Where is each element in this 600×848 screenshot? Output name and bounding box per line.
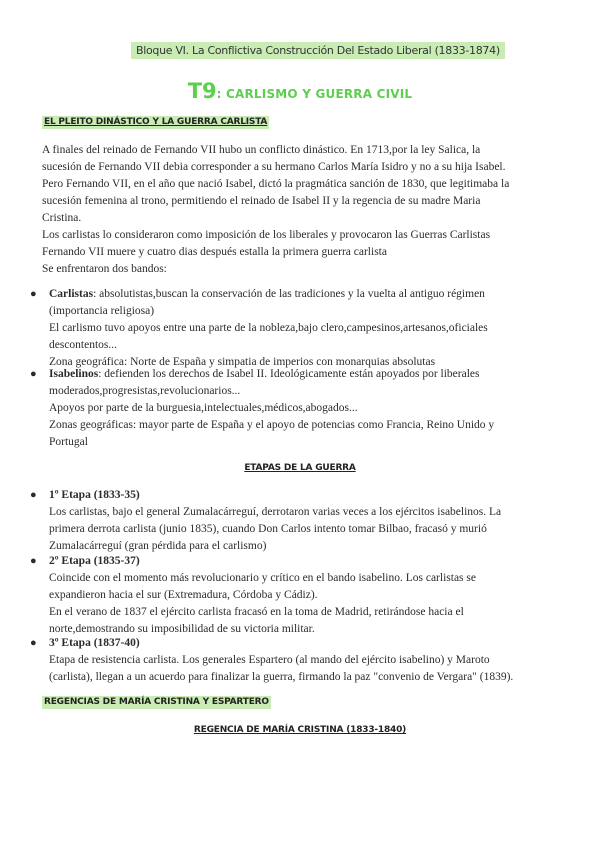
etapa-line: Los carlistas, bajo el general Zumalacárreguí, derrotaron varias veces a los ejércitos isabelinos. La bbox=[49, 506, 502, 518]
intro-line: Los carlistas lo consideraron como imposición de los liberales y provocaron las Guerras Carlistas bbox=[42, 229, 491, 241]
bando-line: El carlismo tuvo apoyos entre una parte de la nobleza,bajo clero,campesinos,artesanos,oficiales bbox=[49, 322, 488, 334]
bando-line: moderados,progresistas,revolucionarios... bbox=[49, 385, 241, 397]
intro-line: A finales del reinado de Fernando VII hubo un conflicto dinástico. En 1713,por la ley Salica, la bbox=[42, 144, 481, 156]
bando-line: Zonas geográficas: mayor parte de España y el apoyo de potencias como Francia, Reino Unido y bbox=[49, 419, 495, 431]
bando-line: : defienden los derechos de Isabel II. Ideológicamente están apoyados por liberales bbox=[98, 368, 480, 380]
document-title bbox=[0, 78, 600, 107]
block-banner: Bloque VI. La Conflictiva Construcción Del Estado Liberal (1833-1874) bbox=[131, 42, 505, 59]
etapas-heading-text: ETAPAS DE LA GUERRA bbox=[244, 463, 356, 473]
bando-name: Isabelinos bbox=[49, 368, 99, 380]
etapa-name: 2º Etapa (1835-37) bbox=[49, 555, 140, 567]
regencia-heading-text: REGENCIA DE MARÍA CRISTINA (1833-1840) bbox=[193, 725, 407, 735]
intro-line: Se enfrentaron dos bandos: bbox=[42, 263, 167, 275]
intro-line: Pero Fernando VII, en el año que nació Isabel, dictó la pragmática sanción de 1830, que legitimaba la bbox=[42, 178, 510, 190]
intro-line: sucesión de Fernando VII debia corresponder a su hermano Carlos María Isidro y no a su hija Isabel. bbox=[42, 161, 506, 173]
bando-line: (importancia religiosa) bbox=[49, 305, 155, 317]
section-heading-etapas bbox=[0, 462, 600, 475]
section-heading-regencias: REGENCIAS DE MARÍA CRISTINA Y ESPARTERO bbox=[44, 697, 269, 707]
intro-line: sucesión femenina al trono, permitiendo el reinado de Isabel II y la regencia de su madre Maria bbox=[42, 195, 481, 207]
etapa-line: primera derrota carlista (junio 1835), cuando Don Carlos intento tomar Bilbao, fracasó y murió bbox=[49, 523, 487, 535]
etapa-line: (carlista), llegan a un acuerdo para finalizar la guerra, firmando la paz "convenio de Vergara" (1839). bbox=[49, 671, 514, 683]
etapa-name: 1º Etapa (1833-35) bbox=[49, 489, 140, 501]
bullet-icon: ● bbox=[30, 637, 37, 649]
bullet-icon: ● bbox=[30, 489, 37, 501]
intro-line: Fernando VII muere y cuatro dias después estalla la primera guerra carlista bbox=[42, 246, 387, 258]
section-heading-pleito: EL PLEITO DINÁSTICO Y LA GUERRA CARLISTA bbox=[44, 117, 268, 127]
etapa-name: 3º Etapa (1837-40) bbox=[49, 637, 140, 649]
bando-line: Zona geográfica: Norte de España y simpatia de imperios con monarquias absolutas bbox=[49, 356, 436, 368]
etapa-line: Zumalacárreguí (gran pérdida para el carlismo) bbox=[49, 540, 267, 552]
bando-line: descontentos... bbox=[49, 339, 118, 351]
subsection-heading-regencia-maria-cristina bbox=[0, 724, 600, 737]
bando-name: Carlistas bbox=[49, 288, 94, 300]
etapa-line: En el verano de 1837 el ejército carlista fracasó en la toma de Madrid, retirándose hacia el bbox=[49, 606, 464, 618]
bando-line: Apoyos por parte de la burguesia,intelectuales,médicos,abogados... bbox=[49, 402, 358, 414]
etapa-line: Coincide con el momento más revolucionario y crítico en el bando isabelino. Los carlistas se bbox=[49, 572, 476, 584]
bullet-icon: ● bbox=[30, 288, 37, 300]
title-number: T9 bbox=[187, 79, 217, 103]
intro-paragraph bbox=[42, 142, 562, 278]
title-text: : CARLISMO Y GUERRA CIVIL bbox=[216, 87, 413, 101]
intro-line: Cristina. bbox=[42, 212, 82, 224]
bullet-icon: ● bbox=[30, 368, 37, 380]
bando-line: : absolutistas,buscan la conservación de las tradiciones y la vuelta al antiguo régimen bbox=[93, 288, 485, 300]
etapa-line: expandieron hacia el sur (Extremadura, Córdoba y Cádiz). bbox=[49, 589, 318, 601]
etapa-line: Etapa de resistencia carlista. Los generales Espartero (al mando del ejército isabelino) y Maroto bbox=[49, 654, 490, 666]
bando-line: Portugal bbox=[49, 436, 88, 448]
bullet-icon: ● bbox=[30, 555, 37, 567]
etapa-line: norte,demostrando su imposibilidad de su victoria militar. bbox=[49, 623, 315, 635]
